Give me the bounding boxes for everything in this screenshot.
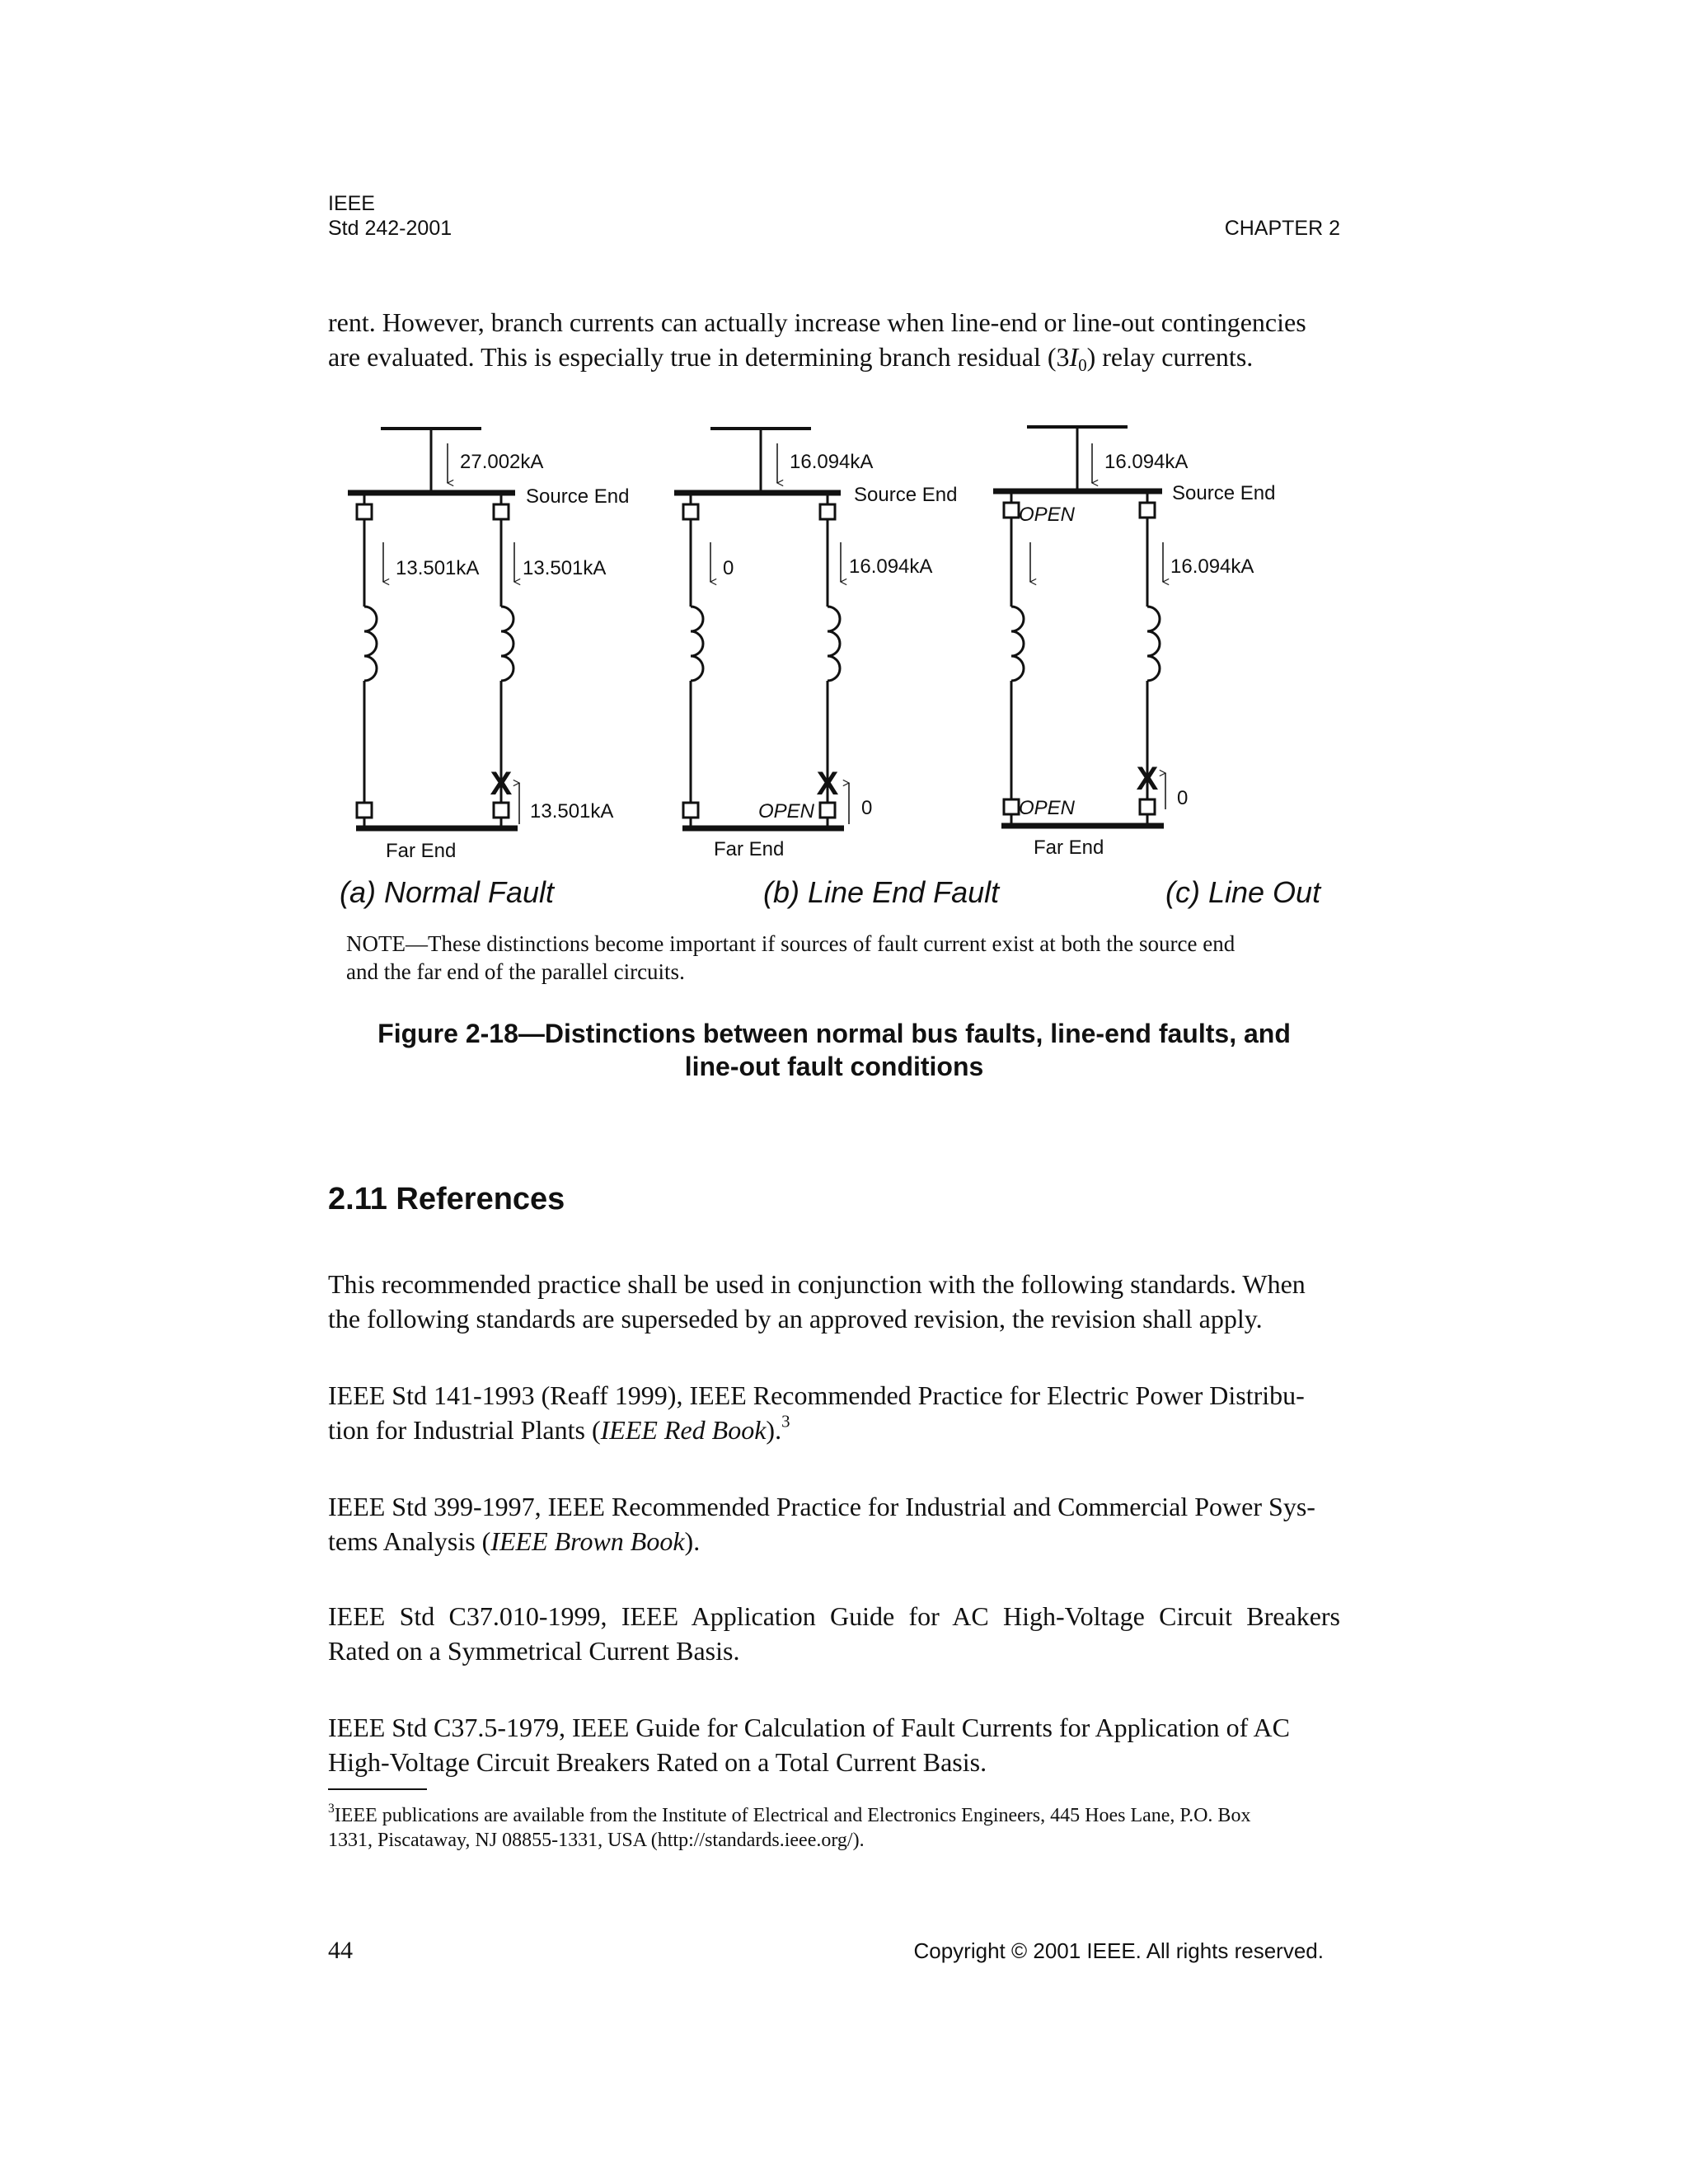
intro-sub-zero: 0 [1078, 356, 1087, 376]
reference-line-2-pre: tion for Industrial Plants ( [328, 1415, 601, 1445]
intro-line-1: rent. However, branch currents can actually increase when line-end or line-out contingencies [328, 307, 1306, 337]
fault-current-label: 0 [861, 797, 873, 819]
panel-a-caption: (a) Normal Fault [340, 875, 555, 909]
header-chapter: CHAPTER 2 [1224, 217, 1340, 240]
fault-current-label: 13.501kA [530, 800, 614, 823]
reference-line-2: High-Voltage Circuit Breakers Rated on a Total Current Basis. [328, 1747, 987, 1777]
left-reactor-coil [364, 607, 377, 681]
right-branch-current: 16.094kA [849, 555, 933, 578]
references-intro [328, 1267, 1340, 1336]
figure-note [346, 930, 1335, 986]
left-branch-current: 13.501kA [396, 557, 480, 579]
reference-line-1: IEEE Std C37.010-1999, IEEE Application Guide for AC High-Voltage Circuit Breakers [328, 1601, 1340, 1631]
footnote-line-2: 1331, Piscataway, NJ 08855-1331, USA (http://standards.ieee.org/). [328, 1830, 865, 1851]
intro-line-2-pre: are evaluated. This is especially true in determining branch residual (3 [328, 342, 1070, 372]
left-bottom-breaker [1004, 799, 1019, 814]
left-top-breaker [1004, 503, 1019, 518]
right-reactor-coil [501, 607, 513, 681]
reference-item [328, 1489, 1340, 1558]
left-reactor-coil [1011, 607, 1024, 681]
source-end-label: Source End [854, 484, 958, 506]
left-bottom-breaker [357, 803, 372, 818]
figure-caption-line-2: line-out fault conditions [684, 1052, 984, 1081]
left-top-breaker [357, 504, 372, 519]
figure-2-18 [0, 404, 1688, 1335]
open-bottom-label: OPEN [1019, 797, 1076, 819]
figure-note-line-2: and the far end of the parallel circuits. [346, 959, 685, 984]
far-end-label: Far End [386, 840, 457, 862]
source-current-label: 16.094kA [790, 451, 874, 473]
intro-var-i: I [1069, 342, 1079, 372]
open-label: OPEN [758, 800, 815, 823]
section-heading: 2.11 References [328, 1182, 565, 1216]
reference-line-2 [328, 1413, 1340, 1447]
reference-line-1: IEEE Std 141-1993 (Reaff 1999), IEEE Recommended Practice for Electric Power Distribu- [328, 1380, 1305, 1410]
references-intro-line-2: the following standards are superseded by an approved revision, the revision shall apply. [328, 1304, 1263, 1333]
header-std: Std 242-2001 [328, 217, 452, 240]
far-end-label: Far End [1034, 837, 1104, 859]
footnote [328, 1803, 1340, 1853]
footnote-marker[interactable]: 3 [781, 1412, 790, 1432]
source-end-label: Source End [1172, 482, 1276, 504]
source-current-label: 16.094kA [1104, 451, 1189, 473]
right-top-breaker [1140, 503, 1155, 518]
intro-line-2 [328, 340, 1340, 374]
fault-mark: X [816, 766, 839, 802]
reference-item [328, 1378, 1340, 1447]
panel-b-line-end-fault [674, 429, 1001, 909]
references-intro-line-1: This recommended practice shall be used in conjunction with the following standards. When [328, 1269, 1306, 1299]
source-current-label: 27.002kA [460, 451, 544, 473]
right-reactor-coil [828, 607, 840, 681]
footnote-rule [328, 1788, 427, 1790]
reference-book-title: IEEE Red Book [600, 1415, 767, 1445]
right-branch-current: 13.501kA [523, 557, 607, 579]
intro-line-2-post: ) relay currents. [1086, 342, 1254, 372]
panel-c-caption: (c) Line Out [1165, 875, 1321, 909]
footnote-text: IEEE publications are available from the Institute of Electrical and Electronics Engineers, 445 Hoes Lane, P.O. Box [334, 1805, 1251, 1826]
reference-line-2: Rated on a Symmetrical Current Basis. [328, 1636, 740, 1666]
reference-item [328, 1710, 1340, 1779]
right-top-breaker [494, 504, 509, 519]
left-top-breaker [683, 504, 698, 519]
panel-a-normal-fault [340, 429, 629, 909]
reference-line-1: IEEE Std C37.5-1979, IEEE Guide for Calculation of Fault Currents for Application of AC [328, 1713, 1290, 1742]
figure-note-line-1: NOTE—These distinctions become important if sources of fault current exist at both the source end [346, 931, 1236, 956]
source-end-label: Source End [526, 485, 630, 508]
copyright-notice: Copyright © 2001 IEEE. All rights reserved. [913, 1938, 1324, 1963]
right-bottom-breaker [494, 803, 509, 818]
reference-line-2-post: ). [684, 1526, 701, 1556]
fault-current-label: 0 [1177, 787, 1189, 809]
right-reactor-coil [1147, 607, 1160, 681]
left-bottom-breaker [683, 803, 698, 818]
running-header-left [328, 191, 452, 241]
reference-item [328, 1599, 1340, 1668]
right-bottom-breaker [1140, 799, 1155, 814]
panel-c-line-out [993, 427, 1322, 909]
far-end-label: Far End [714, 838, 785, 860]
reference-line-2 [328, 1524, 1340, 1558]
page-number: 44 [328, 1937, 353, 1964]
fault-mark: X [1136, 761, 1159, 797]
reference-line-2-post: ). [766, 1415, 782, 1445]
left-branch-current: 0 [723, 557, 734, 579]
figure-caption-line-1: Figure 2-18—Distinctions between normal bus faults, line-end faults, and [377, 1019, 1291, 1048]
footnote-number: 3 [328, 1802, 335, 1816]
figure-caption [328, 1017, 1340, 1083]
panel-b-caption: (b) Line End Fault [763, 875, 1000, 909]
left-reactor-coil [691, 607, 703, 681]
right-top-breaker [820, 504, 835, 519]
right-bottom-breaker [820, 803, 835, 818]
fault-mark: X [490, 766, 513, 802]
intro-paragraph [328, 305, 1340, 374]
open-top-label: OPEN [1019, 504, 1076, 526]
reference-line-1: IEEE Std 399-1997, IEEE Recommended Practice for Industrial and Commercial Power Sys- [328, 1492, 1315, 1521]
reference-book-title: IEEE Brown Book [490, 1526, 685, 1556]
footnote-line-1 [328, 1803, 1340, 1828]
reference-line-2-pre: tems Analysis ( [328, 1526, 491, 1556]
right-branch-current: 16.094kA [1170, 555, 1254, 578]
header-org: IEEE [328, 192, 375, 215]
